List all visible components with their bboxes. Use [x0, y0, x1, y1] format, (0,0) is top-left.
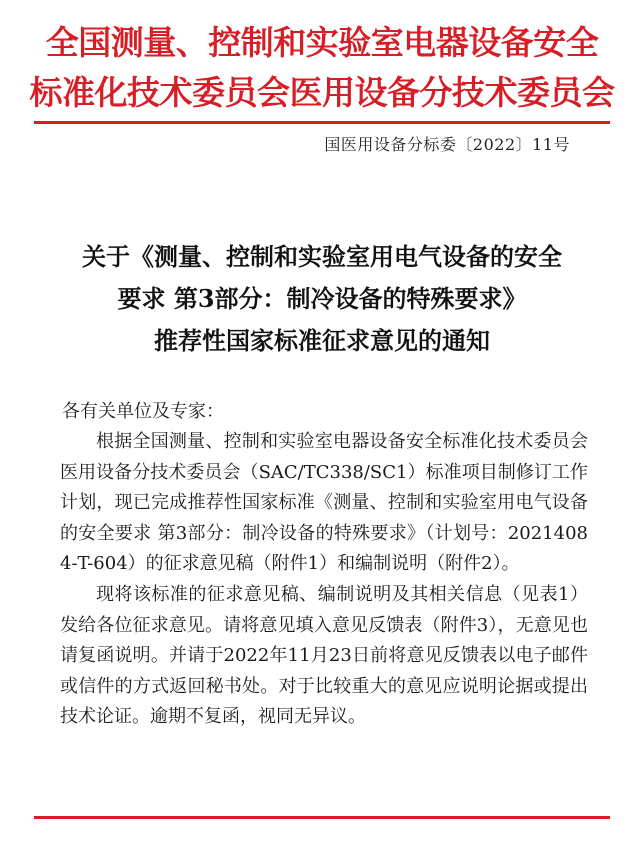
notice-title-line-3: 推荐性国家标准征求意见的通知	[154, 326, 490, 355]
salutation: 各有关单位及专家：	[62, 401, 224, 422]
body-paragraph-2: 现将该标准的征求意见稿、编制说明及其相关信息（见表1）发给各位征求意见。请将意见填入意见反馈表（附件3），无意见也请复函说明。并请于2022年11月23日前将意见反馈表以电子邮件或信件的方式返回秘书处。对于比较重大的意见应说明论据或提出技术论证。逾期不复函，视同无异议。	[60, 583, 588, 728]
notice-body	[60, 427, 588, 733]
document-number: 国医用设备分标委〔2022〕11号	[324, 135, 570, 154]
footer-divider	[34, 816, 610, 819]
notice-title-line-1: 关于《测量、控制和实验室用电气设备的安全	[82, 242, 562, 271]
notice-title-line-2: 要求 第3部分：制冷设备的特殊要求》	[117, 284, 527, 313]
body-paragraph-1: 根据全国测量、控制和实验室电器设备安全标准化技术委员会医用设备分技术委员会（SAC/TC338/SC1）标准项目制修订工作计划，现已完成推荐性国家标准《测量、控制和实验室用电气设备的安全要求 第3部分：制冷设备的特殊要求》（计划号：20214084-T-604）的征求意见稿（附件1）和编制说明（附件2）。	[60, 431, 588, 575]
issuer-name-line-1: 全国测量、控制和实验室电器设备安全	[45, 23, 599, 62]
issuer-header	[0, 18, 644, 118]
header-divider	[34, 121, 610, 124]
notice-title	[0, 236, 644, 362]
issuer-name-line-2: 标准化技术委员会医用设备分技术委员会	[29, 73, 615, 112]
